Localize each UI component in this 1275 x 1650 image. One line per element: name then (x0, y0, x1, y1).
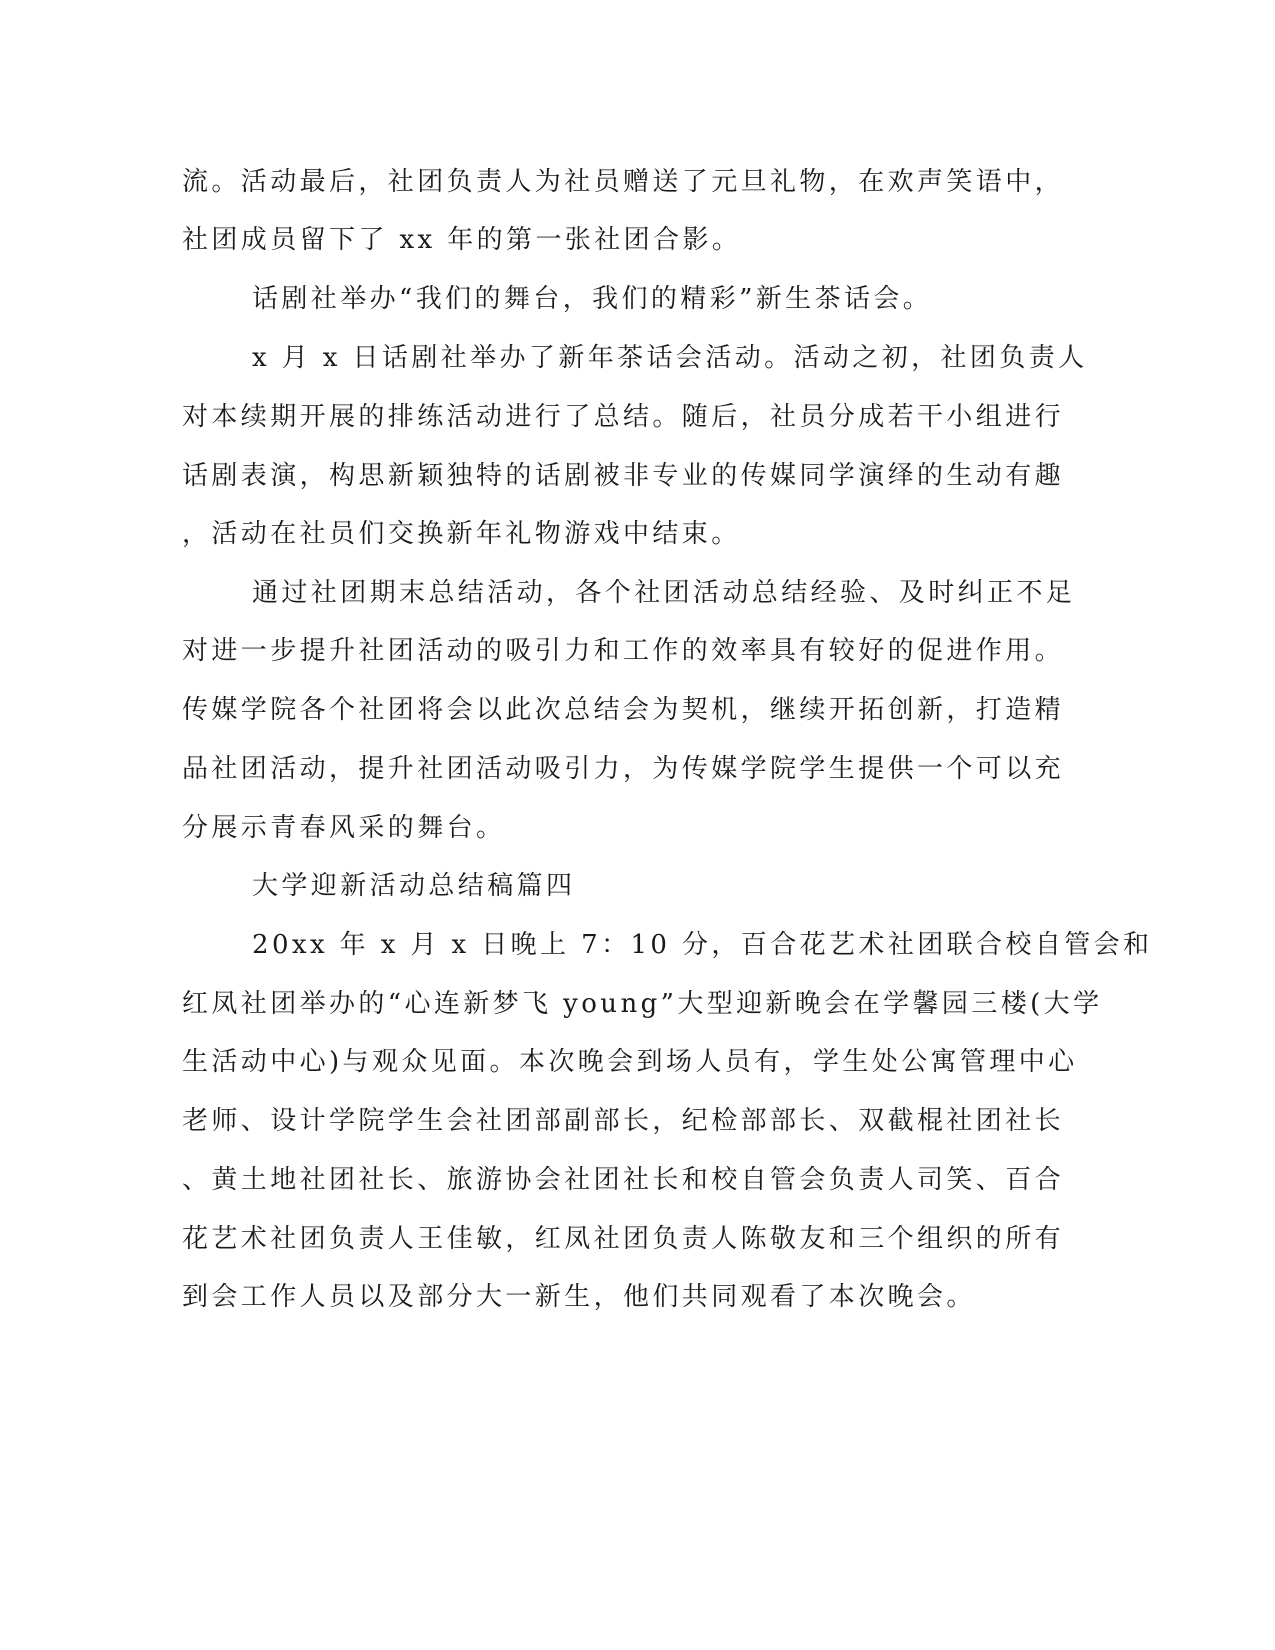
text-line: 20xx 年 x 月 x 日晚上 7：10 分，百合花艺术社团联合校自管会和 (252, 930, 1153, 960)
text-line: 对本续期开展的排练活动进行了总结。随后，社员分成若干小组进行 (182, 402, 1065, 432)
text-line: 分展示青春风采的舞台。 (182, 813, 506, 843)
text-line: 、黄土地社团社长、旅游协会社团社长和校自管会负责人司笑、百合 (182, 1165, 1065, 1195)
text-line: 流。活动最后，社团负责人为社员赠送了元旦礼物，在欢声笑语中， (182, 167, 1065, 197)
text-line: 花艺术社团负责人王佳敏，红凤社团负责人陈敬友和三个组织的所有 (182, 1224, 1065, 1254)
text-line: 老师、设计学院学生会社团部副部长，纪检部部长、双截棍社团社长 (182, 1106, 1065, 1136)
text-line: 对进一步提升社团活动的吸引力和工作的效率具有较好的促进作用。 (182, 636, 1065, 666)
text-line: x 月 x 日话剧社举办了新年茶话会活动。活动之初，社团负责人 (252, 343, 1088, 373)
text-line: 生活动中心)与观众见面。本次晚会到场人员有，学生处公寓管理中心 (182, 1047, 1078, 1077)
text-line: 话剧表演，构思新颖独特的话剧被非专业的传媒同学演绎的生动有趣 (182, 461, 1065, 491)
text-line: 到会工作人员以及部分大一新生，他们共同观看了本次晚会。 (182, 1282, 976, 1312)
text-line: 传媒学院各个社团将会以此次总结会为契机，继续开拓创新，打造精 (182, 695, 1065, 725)
text-line: 通过社团期末总结活动，各个社团活动总结经验、及时纠正不足 (252, 578, 1076, 608)
text-line: 红凤社团举办的“心连新梦飞 young”大型迎新晚会在学馨园三楼(大学 (182, 989, 1103, 1019)
text-line: 品社团活动，提升社团活动吸引力，为传媒学院学生提供一个可以充 (182, 754, 1065, 784)
text-line: 社团成员留下了 xx 年的第一张社团合影。 (182, 225, 742, 255)
paragraph-heading: 话剧社举办“我们的舞台，我们的精彩”新生茶话会。 (252, 284, 933, 314)
section-title: 大学迎新活动总结稿篇四 (252, 871, 576, 901)
text-line: ，活动在社员们交换新年礼物游戏中结束。 (182, 519, 741, 549)
